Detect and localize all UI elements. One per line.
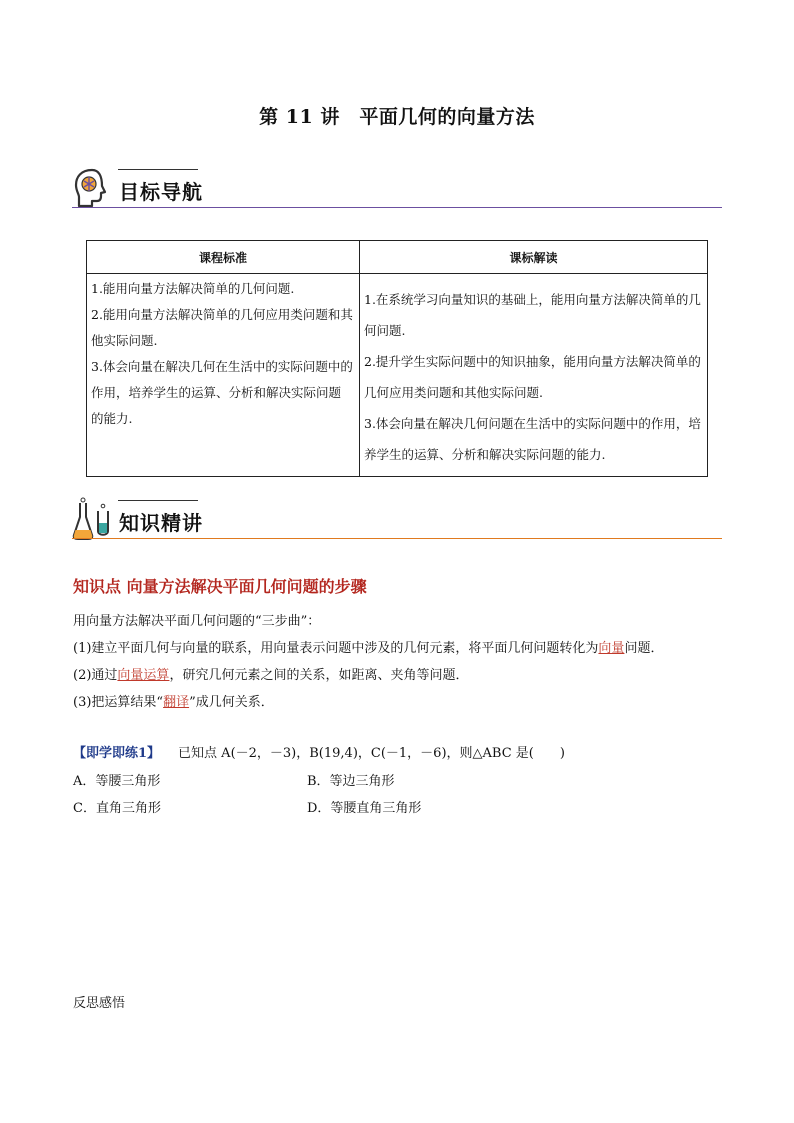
page-title: 第 11 讲 平面几何的向量方法 — [259, 106, 535, 128]
decorative-line — [118, 169, 198, 170]
standard-item: 2.能用向量方法解决简单的几何应用类问题和其他实际问题. — [91, 307, 353, 348]
option-a: A．等腰三角形 — [73, 774, 161, 789]
reflection-heading: 反思感悟 — [73, 996, 126, 1011]
interpretation-item: 3.体会向量在解决几何问题在生活中的实际问题中的作用，培养学生的运算、分析和解决实际问题的能力. — [364, 416, 701, 462]
step-text: ，研究几何元素之间的关系，如距离、夹角等问题． — [169, 668, 469, 683]
step-text: ”成几何关系． — [189, 695, 274, 710]
option-d: D．等腰直角三角形 — [307, 801, 422, 816]
highlight-term: 翻译 — [163, 695, 190, 710]
section-title: 目标导航 — [119, 180, 203, 204]
highlight-term: 向量运算 — [117, 668, 170, 683]
option-c: C．直角三角形 — [73, 801, 161, 816]
flask-icon — [72, 497, 112, 541]
step-text: (1)建立平面几何与向量的联系，用向量表示问题中涉及的几何元素，将平面几何问题转化为 — [73, 641, 599, 656]
section-rule — [72, 538, 722, 539]
standard-item: 1.能用向量方法解决简单的几何问题. — [91, 281, 295, 296]
step-text: (2)通过 — [73, 668, 118, 683]
step-text: (3)把运算结果“ — [73, 695, 164, 710]
interpretation-item: 1.在系统学习向量知识的基础上，能用向量方法解决简单的几何问题. — [364, 292, 701, 338]
exercise-label: 【即学即练1】 — [73, 746, 161, 761]
interpretation-item: 2.提升学生实际问题中的知识抽象，能用向量方法解决简单的几何应用类问题和其他实际问题. — [364, 354, 701, 400]
intro-text: 用向量方法解决平面几何问题的“三步曲”： — [73, 614, 321, 629]
curriculum-table — [86, 240, 708, 477]
section-header-goals — [72, 166, 722, 214]
brain-head-icon — [72, 166, 112, 210]
highlight-term: 向量 — [598, 641, 625, 656]
section-header-knowledge — [72, 497, 722, 545]
step-1 — [73, 637, 663, 656]
exercise-question: 已知点 A(－2，－3)，B(19,4)，C(－1，－6)，则△ABC 是( ) — [178, 746, 565, 761]
section-title: 知识精讲 — [119, 511, 203, 535]
table-cell-standards — [87, 274, 360, 477]
table-header: 课标解读 — [360, 241, 708, 274]
step-2 — [73, 664, 468, 683]
decorative-line — [118, 500, 198, 501]
table-header-row — [87, 241, 708, 274]
section-rule — [72, 207, 722, 208]
exercise — [73, 742, 565, 761]
option-b: B．等边三角形 — [307, 774, 395, 789]
standard-item: 3.体会向量在解决几何在生活中的实际问题中的作用，培养学生的运算、分析和解决实际问题的能力. — [91, 359, 353, 426]
step-text: 问题． — [624, 641, 664, 656]
table-cell-interpretation — [360, 274, 708, 477]
step-3 — [73, 691, 274, 710]
knowledge-point-title: 知识点 向量方法解决平面几何问题的步骤 — [73, 577, 367, 596]
table-row — [87, 274, 708, 477]
table-header: 课程标准 — [87, 241, 360, 274]
